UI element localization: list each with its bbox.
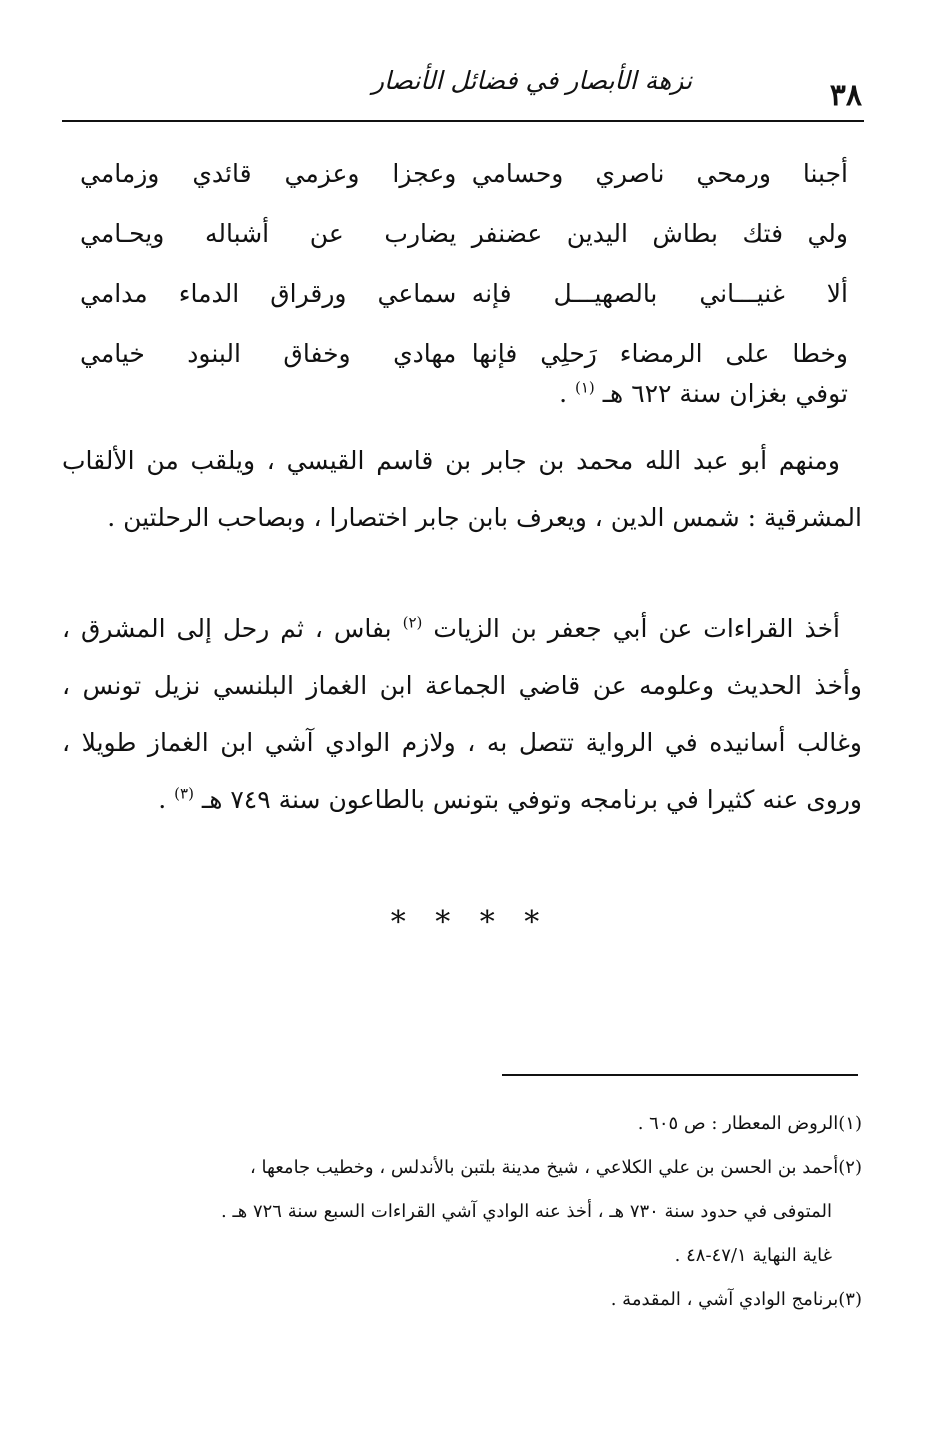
- footnote-ref: (٢): [402, 613, 423, 632]
- footnote-ref: (١): [574, 378, 595, 397]
- verse: [80, 268, 848, 328]
- verse-second-hemistich: يضارب عن أشباله ويحـامي: [80, 219, 457, 248]
- verse-first-hemistich: ألا غنيـــاني بالصهيـــل فإنه: [471, 279, 848, 308]
- death-note-text: توفي بغزان سنة ٦٢٢ هـ: [602, 379, 848, 408]
- footnote-2: (٢)أحمد بن الحسن بن علي الكلاعي ، شيخ مدينة بلتبن بالأندلس ، وخطيب جامعها ،: [249, 1157, 862, 1178]
- verse: [80, 208, 848, 268]
- verse-second-hemistich: سماعي ورقراق الدماء مدامي: [80, 279, 457, 308]
- book-title: نزهة الأبصار في فضائل الأنصار: [371, 66, 693, 95]
- poem: [80, 148, 848, 388]
- verse: [80, 148, 848, 208]
- verse-first-hemistich: ولي فتك بطاش اليدين عضنفر: [471, 219, 848, 248]
- footnote-1: (١)الروض المعطار : ص ٦٠٥ .: [637, 1113, 862, 1134]
- page-number: ٣٨: [829, 78, 862, 113]
- footnote-2-continuation: المتوفى في حدود سنة ٧٣٠ هـ ، أخذ عنه الوادي آشي القراءات السبع سنة ٧٢٦ هـ .: [221, 1201, 832, 1222]
- paragraph-text: أخذ القراءات عن أبي جعفر بن الزيات: [433, 614, 840, 643]
- footnote-2-source: غاية النهاية ٤٧/١-٤٨ .: [674, 1245, 832, 1266]
- teachers-paragraph: [62, 600, 862, 828]
- sentence-end: .: [559, 379, 568, 408]
- death-note-line: [559, 368, 848, 420]
- running-header: [62, 58, 862, 120]
- biography-paragraph: ومنهم أبو عبد الله محمد بن جابر بن قاسم القيسي ، ويلقب من الألقاب المشرقية : شمس الدين ، ويعرف بابن جابر اختصارا ، وبصاحب الرحلتين .: [62, 446, 862, 532]
- verse-second-hemistich: مهادي وخفاق البنود خيامي: [80, 339, 457, 368]
- paragraph-text: بفاس ، ثم رحل إلى المشرق ، وأخذ الحديث وعلومه عن قاضي الجماعة ابن الغماز البلنسي نزيل تونس ، وغالب أسانيده في الرواية تتصل به ، ولازم الوادي آشي ابن الغماز طويلا ، وروى عنه كثيرا في برنامجه وتوفي بتونس بالطاعون سنة ٧٤٩ هـ: [62, 614, 862, 814]
- sentence-end: .: [158, 785, 167, 814]
- header-rule: [62, 120, 864, 122]
- footnote-3: (٣)برنامج الوادي آشي ، المقدمة .: [610, 1289, 862, 1310]
- verse-first-hemistich: وخطا على الرمضاء رَحلِي فإنها: [471, 339, 848, 368]
- footnote-ref: (٣): [174, 784, 194, 803]
- footnote-rule: [502, 1074, 858, 1076]
- section-separator: * * * *: [390, 905, 550, 940]
- footnotes: [62, 1105, 862, 1325]
- verse-first-hemistich: أجبنا ورمحي ناصري وحسامي: [471, 159, 848, 188]
- verse-second-hemistich: وعجزا وعزمي قائدي وزمامي: [80, 159, 457, 188]
